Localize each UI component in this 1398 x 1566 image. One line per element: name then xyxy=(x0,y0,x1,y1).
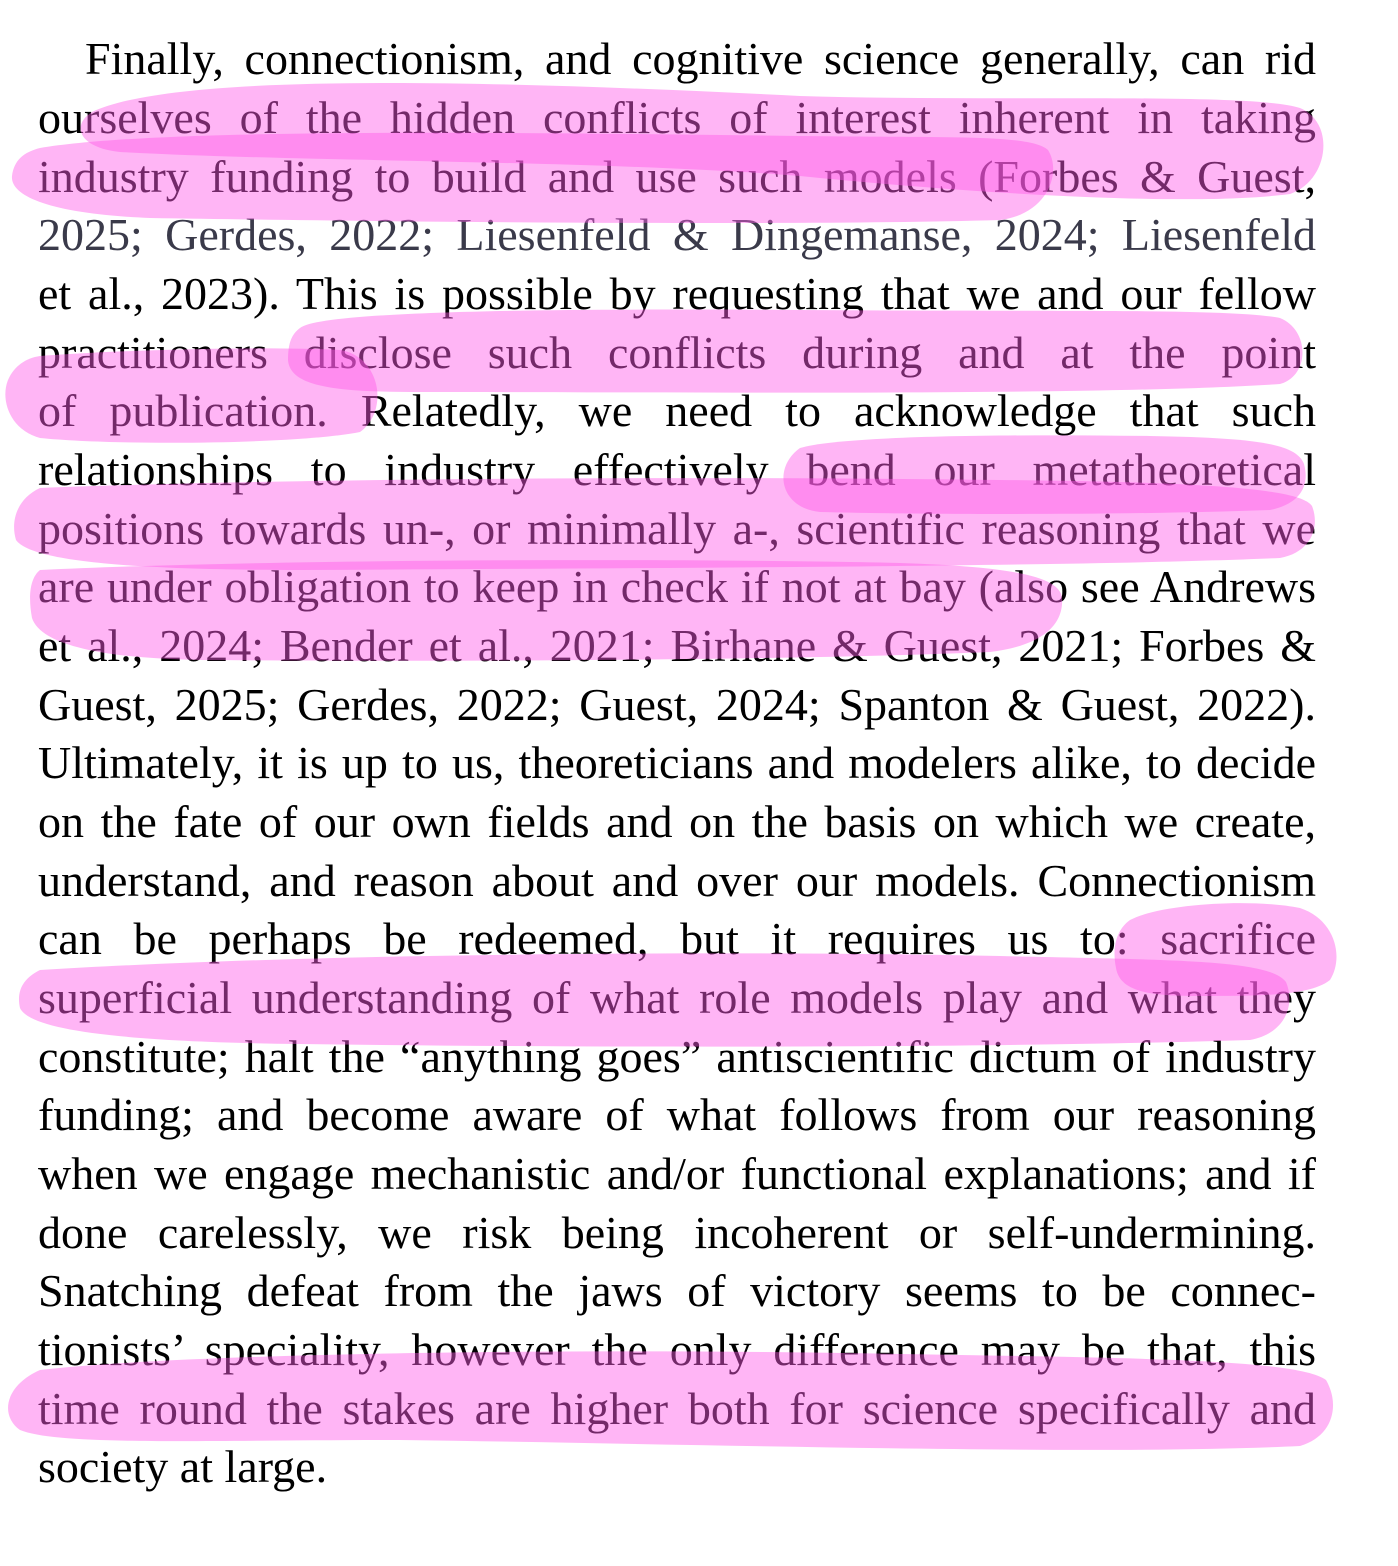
paragraph-line-13: Ultimately, it is up to us, theoreticians and modelers alike, to decide xyxy=(38,737,1316,788)
paragraph-line-15: understand, and reason about and over our models. Connectionism xyxy=(38,855,1316,906)
paragraph-line-4: 2025; Gerdes, 2022; Liesenfeld & Dingemanse, 2024; Liesenfeld xyxy=(38,209,1316,260)
paragraph-line-24: time round the stakes are higher both for science specifically and xyxy=(38,1383,1316,1434)
paragraph-line-5: et al., 2023). This is possible by requesting that we and our fellow xyxy=(38,268,1316,319)
paragraph-line-6: practitioners disclose such conflicts during and at the point xyxy=(38,327,1316,378)
paragraph-line-8: relationships to industry effectively bend our metatheoretical xyxy=(38,444,1316,495)
paragraph-line-19: funding; and become aware of what follows from our reasoning xyxy=(38,1089,1316,1140)
paragraph-line-25: society at large. xyxy=(38,1441,328,1492)
paragraph-line-7: of publication. Relatedly, we need to acknowledge that such xyxy=(38,385,1316,436)
paragraph-line-3: industry funding to build and use such models (Forbes & Guest, xyxy=(38,151,1316,202)
paragraph-line-10: are under obligation to keep in check if not at bay (also see Andrews xyxy=(38,561,1316,612)
paragraph-line-16: can be perhaps be redeemed, but it requires us to: sacrifice xyxy=(38,913,1316,964)
paragraph-line-12: Guest, 2025; Gerdes, 2022; Guest, 2024; Spanton & Guest, 2022). xyxy=(38,679,1316,730)
paragraph-line-14: on the fate of our own fields and on the basis on which we create, xyxy=(38,796,1316,847)
paragraph-line-11: et al., 2024; Bender et al., 2021; Birhane & Guest, 2021; Forbes & xyxy=(38,620,1316,671)
paragraph-line-22: Snatching defeat from the jaws of victory seems to be connec- xyxy=(38,1265,1316,1316)
paragraph-line-2: ourselves of the hidden conflicts of interest inherent in taking xyxy=(38,92,1316,143)
paragraph-line-20: when we engage mechanistic and/or functional explanations; and if xyxy=(38,1148,1316,1199)
paragraph-line-18: constitute; halt the “anything goes” antiscientific dictum of industry xyxy=(38,1031,1316,1082)
paragraph-line-17: superficial understanding of what role models play and what they xyxy=(38,972,1316,1023)
paragraph-line-23: tionists’ speciality, however the only difference may be that, this xyxy=(38,1324,1316,1375)
paragraph-line-21: done carelessly, we risk being incoherent or self-undermining. xyxy=(38,1207,1316,1258)
paragraph-line-1: Finally, connectionism, and cognitive science generally, can rid xyxy=(85,33,1316,84)
paragraph-line-9: positions towards un-, or minimally a-, scientific reasoning that we xyxy=(38,503,1316,554)
